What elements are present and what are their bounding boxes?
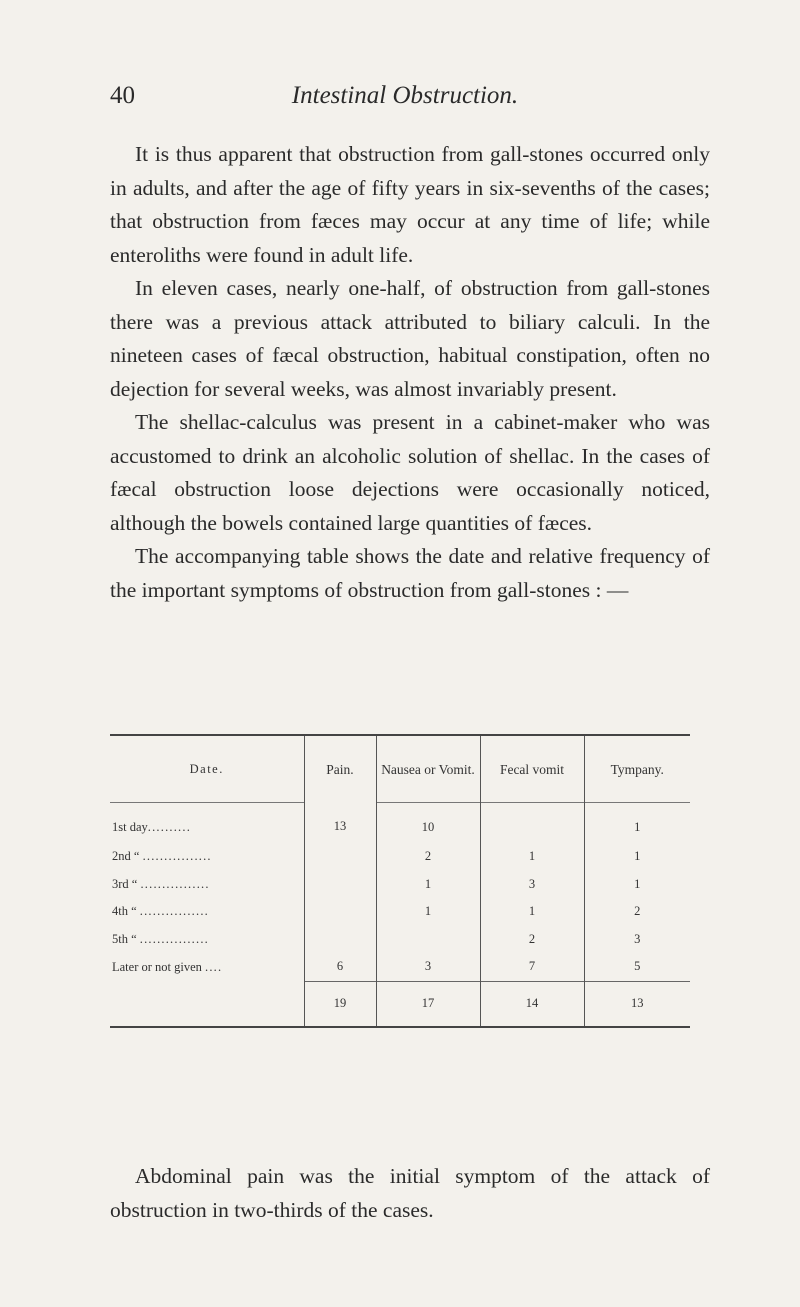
column-header-nausea: Nausea or Vomit. <box>376 735 480 803</box>
cell-pain <box>304 871 376 899</box>
cell-pain: 13 <box>304 803 376 844</box>
total-fecal-vomit: 14 <box>480 981 584 1027</box>
cell-pain: 6 <box>304 953 376 981</box>
total-tympany: 13 <box>584 981 690 1027</box>
cell-tympany: 3 <box>634 931 641 946</box>
page-number: 40 <box>110 82 135 109</box>
row-label: 5th “ <box>112 931 137 946</box>
cell-pain <box>304 926 376 954</box>
row-leader-dots: ................ <box>140 876 210 891</box>
table-header-row <box>110 735 690 803</box>
row-label: 3rd “ <box>112 876 138 891</box>
column-header-date: Date. <box>110 735 304 803</box>
cell-fecal-vomit: 2 <box>480 926 584 954</box>
page-header <box>110 82 700 122</box>
cell-tympany: 2 <box>634 904 641 919</box>
cell-nausea <box>376 926 480 954</box>
table-row <box>110 803 690 844</box>
row-leader-dots: ................ <box>142 849 212 864</box>
cell-fecal-vomit: 1 <box>480 843 584 871</box>
table-row <box>110 871 690 899</box>
row-label: 1st day <box>112 819 148 834</box>
symptoms-table-container <box>110 734 690 1028</box>
cell-tympany: 1 <box>584 803 690 844</box>
cell-fecal-vomit: 3 <box>480 871 584 899</box>
running-title: Intestinal Obstruction. <box>291 82 519 109</box>
cell-tympany: 1 <box>634 849 641 864</box>
closing-paragraph: Abdominal pain was the initial symptom of the attack of obstruction in two-thirds of the cases. <box>110 1164 710 1222</box>
column-header-fecal-vomit: Fecal vomit <box>480 735 584 803</box>
column-header-pain: Pain. <box>304 735 376 803</box>
cell-fecal-vomit: 1 <box>480 898 584 926</box>
cell-nausea: 3 <box>376 953 480 981</box>
cell-tympany: 5 <box>634 959 641 974</box>
row-leader-dots: ................ <box>139 931 209 946</box>
table-row <box>110 898 690 926</box>
cell-pain <box>304 898 376 926</box>
cell-tympany: 1 <box>634 876 641 891</box>
row-label: Later or not given <box>112 959 202 974</box>
row-leader-dots: .... <box>205 959 223 974</box>
cell-fecal-vomit <box>480 803 584 844</box>
symptoms-table <box>110 734 690 1028</box>
table-row <box>110 843 690 871</box>
totals-row <box>110 981 690 1027</box>
paragraph: It is thus apparent that obstruction from gall-stones occurred only in adults, and after the age of fifty years in six-sevenths of the cases; that obstruction from fæces may occur at any time of life; while enteroliths were found in adult life. <box>110 142 710 267</box>
table-row <box>110 926 690 954</box>
closing-text <box>110 1159 710 1227</box>
paragraph: The shellac-calculus was present in a cabinet-maker who was accustomed to drink an alcoholic solution of shellac. In the cases of fæcal obstruction loose dejections were occasionally noticed, although the bowels contained large quantities of fæces. <box>110 410 710 535</box>
column-header-tympany: Tympany. <box>584 735 690 803</box>
cell-nausea: 1 <box>376 898 480 926</box>
table-row <box>110 953 690 981</box>
row-leader-dots: .......... <box>147 819 192 834</box>
body-text <box>110 138 710 607</box>
total-pain: 19 <box>304 981 376 1027</box>
paragraph: The accompanying table shows the date and relative frequency of the important symptoms of obstruction from gall-stones : — <box>110 544 710 602</box>
row-leader-dots: ................ <box>139 904 209 919</box>
total-nausea: 17 <box>376 981 480 1027</box>
row-label: 2nd “ <box>112 849 140 864</box>
cell-nausea: 2 <box>376 843 480 871</box>
paragraph: In eleven cases, nearly one-half, of obstruction from gall-stones there was a previous attack attributed to biliary calculi. In the nineteen cases of fæcal obstruction, habitual constipation, often no dejection for several weeks, was almost invariably present. <box>110 276 710 401</box>
cell-pain <box>304 843 376 871</box>
cell-nausea: 10 <box>376 803 480 844</box>
row-label: 4th “ <box>112 904 137 919</box>
cell-fecal-vomit: 7 <box>480 953 584 981</box>
cell-nausea: 1 <box>376 871 480 899</box>
